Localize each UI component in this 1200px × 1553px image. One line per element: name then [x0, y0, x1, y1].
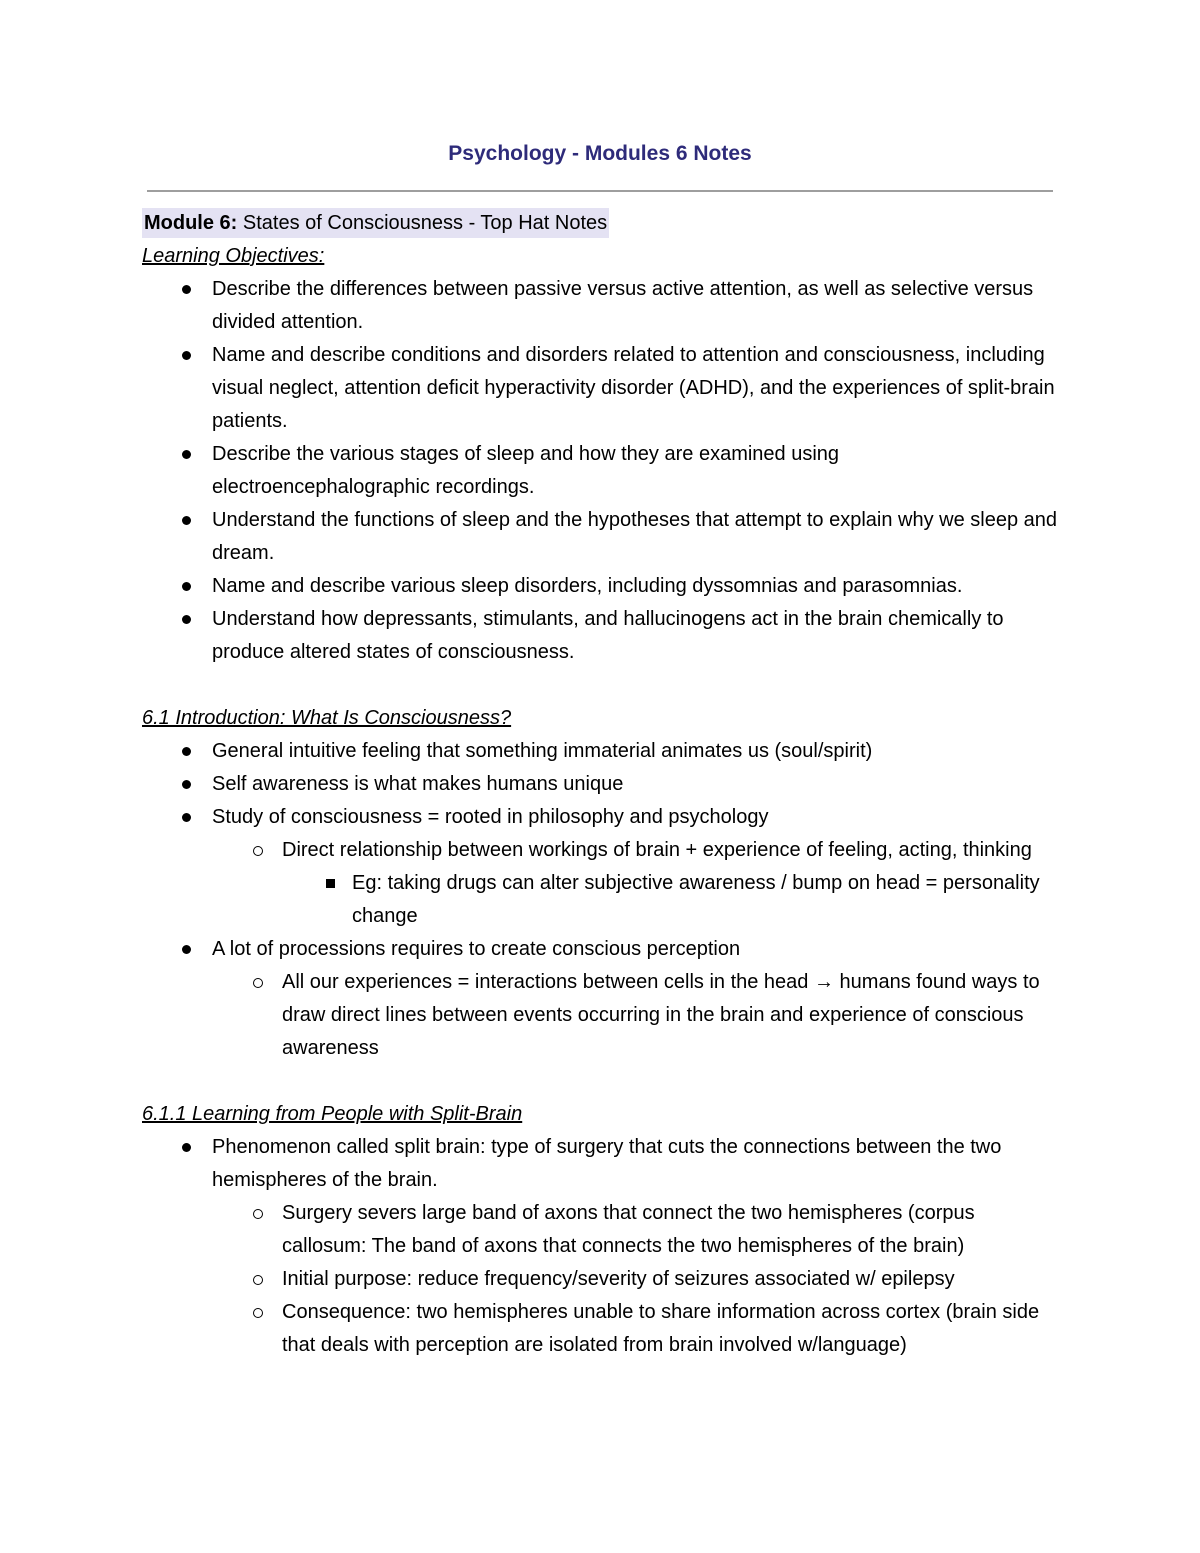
- hollow-bullet-icon: [248, 1197, 268, 1231]
- sub-list-item: Initial purpose: reduce frequency/severity of seizures associated w/ epilepsy: [212, 1263, 1062, 1296]
- document-title: Psychology - Modules 6 Notes: [448, 142, 752, 165]
- learning-objectives-heading: Learning Objectives:: [142, 245, 325, 267]
- list-item: Study of consciousness = rooted in philosophy and psychology Direct relationship between workings of brain + experience of feeling, acting, thinking Eg: taking drugs can alter subjective awareness / bump on head = personality change: [142, 801, 1062, 933]
- sub-list: [212, 1197, 1062, 1362]
- bullet-icon: [176, 570, 196, 603]
- bullet-icon: [176, 735, 196, 768]
- module-number: Module 6:: [144, 212, 238, 234]
- bullet-icon: [176, 603, 196, 636]
- module-title: States of Consciousness - Top Hat Notes: [237, 212, 608, 234]
- sub-list: [212, 966, 1062, 1065]
- list-item: Name and describe conditions and disorders related to attention and consciousness, including visual neglect, attention deficit hyperactivity disorder (ADHD), and the experiences of split-brain patients.: [142, 339, 1062, 438]
- bullet-icon: [176, 768, 196, 801]
- list-item: Self awareness is what makes humans unique: [142, 768, 1062, 801]
- section-heading-6-1: 6.1 Introduction: What Is Consciousness?: [142, 707, 512, 729]
- sub-sub-list: [282, 867, 1062, 933]
- module-heading-line: [142, 207, 1062, 240]
- section-heading-6-1-1: 6.1.1 Learning from People with Split-Brain: [142, 1103, 523, 1125]
- sub-sub-list-item: Eg: taking drugs can alter subjective awareness / bump on head = personality change: [282, 867, 1062, 933]
- section-6-1-list: [142, 735, 1062, 1065]
- hollow-bullet-icon: [248, 1296, 268, 1330]
- hollow-bullet-icon: [248, 834, 268, 868]
- title-divider: [147, 190, 1053, 192]
- hollow-bullet-icon: [248, 966, 268, 1000]
- bullet-icon: [176, 933, 196, 966]
- list-item: Name and describe various sleep disorders, including dyssomnias and parasomnias.: [142, 570, 1062, 603]
- blank-line: [142, 669, 1062, 702]
- bullet-icon: [176, 438, 196, 471]
- bullet-icon: [176, 1131, 196, 1164]
- section-6-1-1-list: [142, 1131, 1062, 1362]
- learning-objectives-list: [142, 273, 1062, 669]
- document-body: [142, 207, 1062, 1362]
- list-item: General intuitive feeling that something immaterial animates us (soul/spirit): [142, 735, 1062, 768]
- square-bullet-icon: [320, 867, 340, 900]
- list-item: Describe the differences between passive versus active attention, as well as selective versus divided attention.: [142, 273, 1062, 339]
- sub-list: [212, 834, 1062, 933]
- list-item: A lot of processions requires to create conscious perception All our experiences = interactions between cells in the head → humans found ways to draw direct lines between events occurring in the brain and experience of conscious awareness: [142, 933, 1062, 1065]
- sub-list-item: Direct relationship between workings of brain + experience of feeling, acting, thinking Eg: taking drugs can alter subjective awareness / bump on head = personality change: [212, 834, 1062, 933]
- hollow-bullet-icon: [248, 1263, 268, 1297]
- sub-list-item: Surgery severs large band of axons that connect the two hemispheres (corpus callosum: The band of axons that connects the two hemispheres of the brain): [212, 1197, 1062, 1263]
- bullet-icon: [176, 339, 196, 372]
- list-item: Understand the functions of sleep and the hypotheses that attempt to explain why we sleep and dream.: [142, 504, 1062, 570]
- bullet-icon: [176, 273, 196, 306]
- module-heading: [142, 208, 609, 238]
- sub-list-item: All our experiences = interactions between cells in the head → humans found ways to draw direct lines between events occurring in the brain and experience of conscious awareness: [212, 966, 1062, 1065]
- bullet-icon: [176, 504, 196, 537]
- bullet-icon: [176, 801, 196, 834]
- blank-line: [142, 1065, 1062, 1098]
- list-item: Understand how depressants, stimulants, and hallucinogens act in the brain chemically to produce altered states of consciousness.: [142, 603, 1062, 669]
- list-item: Phenomenon called split brain: type of surgery that cuts the connections between the two hemispheres of the brain. Surgery severs large band of axons that connect the two hemispheres (corpus callosum: The band of axons that connects the two hemispheres of the brain) Initial purpose: reduce frequency/severity of seizures associated w/ epilepsy Consequence: two hemispheres unable to share information across cortex (brain side that deals with perception are isolated from brain involved w/language): [142, 1131, 1062, 1362]
- list-item: Describe the various stages of sleep and how they are examined using electroencephalographic recordings.: [142, 438, 1062, 504]
- sub-list-item: Consequence: two hemispheres unable to share information across cortex (brain side that deals with perception are isolated from brain involved w/language): [212, 1296, 1062, 1362]
